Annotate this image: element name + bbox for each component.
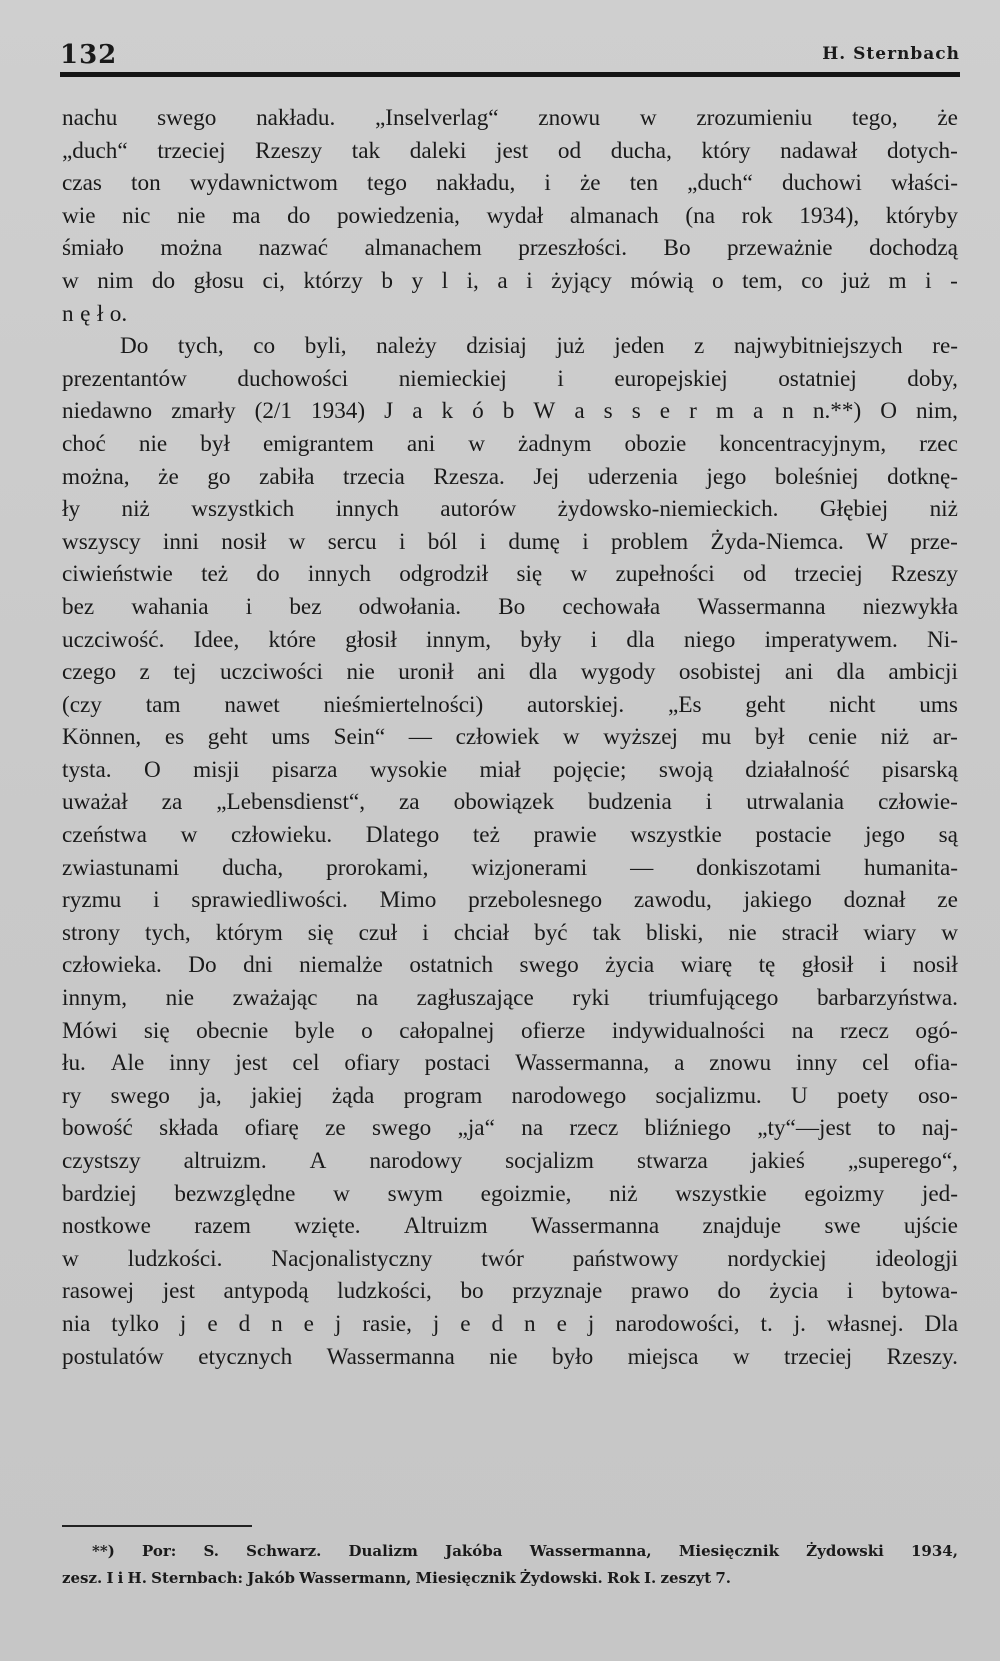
body-line: w ludzkości. Nacjonalistyczny twór państwowy nordyckiej ideologji — [62, 1245, 958, 1272]
body-line: Do tych, co byli, należy dzisiaj już jeden z najwybitniejszych re- — [120, 333, 958, 360]
body-line: bardziej bezwzględne w swym egoizmie, niż wszystkie egoizmy jed- — [62, 1180, 958, 1207]
running-head: H. Sternbach — [822, 44, 960, 64]
body-line: czeństwa w człowieku. Dlatego też prawie wszystkie postacie jego są — [62, 822, 958, 849]
body-line: ły niż wszystkich innych autorów żydowsko-niemieckich. Głębiej niż — [62, 496, 958, 523]
body-line: n ę ł o. — [62, 300, 128, 327]
body-line: prezentantów duchowości niemieckiej i europejskiej ostatniej doby, — [62, 365, 958, 392]
body-line: nia tylko j e d n e j rasie, j e d n e j narodowości, t. j. własnej. Dla — [62, 1310, 958, 1337]
body-line: śmiało można nazwać almanachem przeszłości. Bo przeważnie dochodzą — [62, 235, 958, 262]
body-line: nachu swego nakładu. „Inselverlag“ znowu w zrozumieniu tego, że — [62, 105, 958, 131]
body-line: postulatów etycznych Wassermanna nie było miejsca w trzeciej Rzeszy. — [62, 1343, 958, 1370]
body-line: ryzmu i sprawiedliwości. Mimo przebolesnego zawodu, jakiego doznał ze — [62, 887, 958, 914]
body-line: wszyscy inni nosił w sercu i ból i dumę i problem Żyda-Niemca. W prze- — [62, 528, 958, 555]
body-line: choć nie był emigrantem ani w żadnym obozie koncentracyjnym, rzec — [62, 430, 958, 457]
body-line: (czy tam nawet nieśmiertelności) autorskiej. „Es geht nicht ums — [62, 691, 958, 718]
body-line: bez wahania i bez odwołania. Bo cechowała Wassermanna niezwykła — [62, 593, 958, 620]
body-text — [62, 102, 958, 1373]
body-line: ry swego ja, jakiej żąda program narodowego socjalizmu. U poety oso- — [62, 1082, 958, 1109]
page-number: 132 — [60, 40, 118, 70]
page-header — [60, 28, 960, 78]
body-line: bowość składa ofiarę ze swego „ja“ na rzecz bliźniego „ty“—jest to naj- — [62, 1115, 958, 1142]
body-line: nostkowe razem wzięte. Altruizm Wassermanna znajduje swe ujście — [62, 1213, 958, 1240]
body-line: człowieka. Do dni niemalże ostatnich swego życia wiarę tę głosił i nosił — [62, 952, 958, 979]
body-line: ciwieństwie też do innych odgrodził się w zupełności od trzeciej Rzeszy — [62, 561, 958, 588]
body-line: rasowej jest antypodą ludzkości, bo przyznaje prawo do życia i bytowa- — [62, 1278, 958, 1305]
footnotes — [62, 1538, 958, 1592]
body-line: czystszy altruizm. A narodowy socjalizm stwarza jakieś „superego“, — [62, 1148, 958, 1174]
footnote-line: **) Por: S. Schwarz. Dualizm Jakóba Wassermanna, Miesięcznik Żydowski 1934, — [92, 1542, 958, 1560]
body-line: niedawno zmarły (2/1 1934) J a k ó b W a s s e r m a n n.**) O nim, — [62, 398, 958, 425]
body-line: łu. Ale inny jest cel ofiary postaci Wassermanna, a znowu inny cel ofia- — [62, 1050, 958, 1077]
body-line: czego z tej uczciwości nie uronił ani dla wygody osobistej ani dla ambicji — [62, 659, 958, 686]
body-line: uważał za „Lebensdienst“, za obowiązek budzenia i utrwalania człowie- — [62, 789, 958, 816]
body-line: tysta. O misji pisarza wysokie miał pojęcie; swoją działalność pisarską — [62, 756, 958, 783]
footnote-line: zesz. I i H. Sternbach: Jakób Wassermann, Miesięcznik Żydowski. Rok I. zeszyt 7. — [62, 1569, 731, 1587]
header-rule — [60, 72, 960, 77]
body-line: uczciwość. Idee, które głosił innym, były i dla niego imperatywem. Ni- — [62, 626, 958, 653]
footnote-rule — [62, 1525, 252, 1527]
body-line: Können, es geht ums Sein“ — człowiek w wyższej mu był cenie niż ar- — [62, 724, 958, 751]
body-line: wie nic nie ma do powiedzenia, wydał almanach (na rok 1934), któryby — [62, 202, 958, 229]
body-line: w nim do głosu ci, którzy b y l i, a i żyjący mówią o tem, co już m i - — [62, 267, 958, 294]
body-line: można, że go zabiła trzecia Rzesza. Jej uderzenia jego boleśniej dotknę- — [62, 463, 958, 490]
body-line: zwiastunami ducha, prorokami, wizjonerami — donkiszotami humanita- — [62, 854, 958, 881]
body-line: strony tych, którym się czuł i chciał być tak bliski, nie stracił wiary w — [62, 919, 958, 946]
body-line: innym, nie zważając na zagłuszające ryki triumfującego barbarzyństwa. — [62, 985, 958, 1012]
body-line: „duch“ trzeciej Rzeszy tak daleki jest od ducha, który nadawał dotych- — [62, 137, 958, 164]
body-line: Mówi się obecnie byle o całopalnej ofierze indywidualności na rzecz ogó- — [62, 1017, 958, 1044]
body-line: czas ton wydawnictwom tego nakładu, i że ten „duch“ duchowi właści- — [62, 170, 958, 197]
